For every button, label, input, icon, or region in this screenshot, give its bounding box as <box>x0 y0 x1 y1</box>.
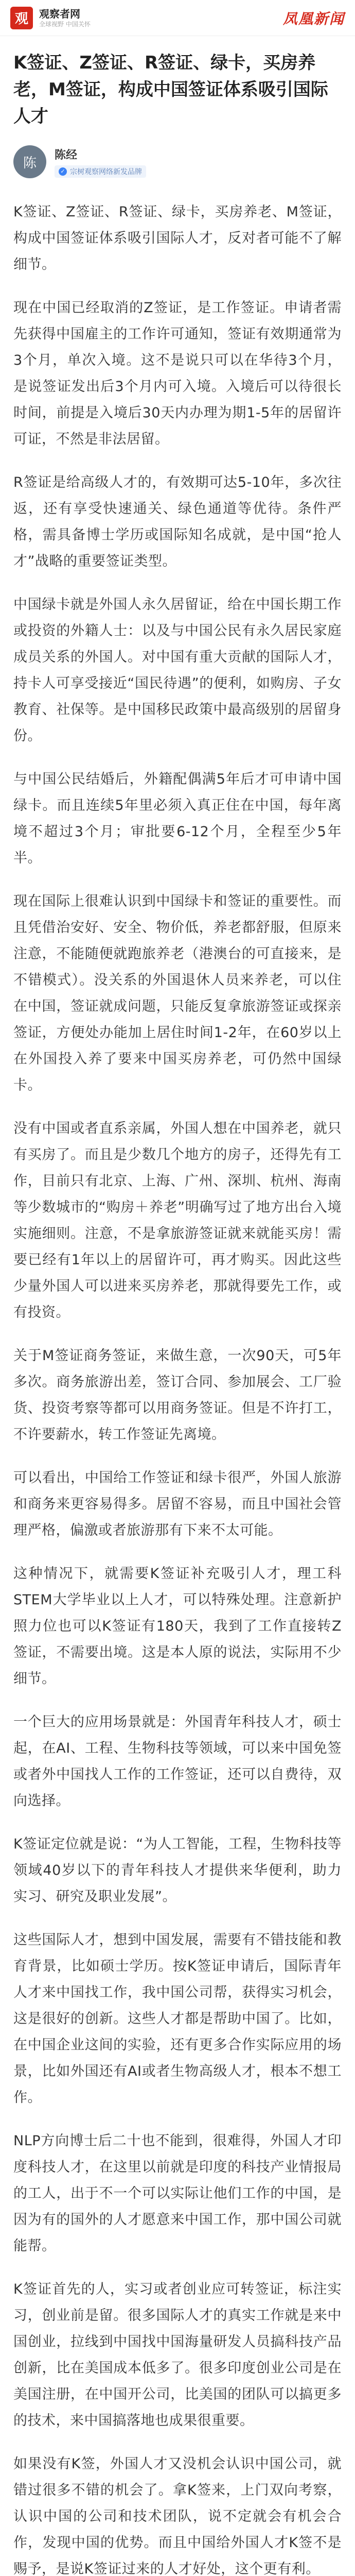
paragraph: K签证定位就是说：“为人工智能，工程，生物科技等领域40岁以下的青年科技人才提供来华便利，助力实习、研究及职业发展”。 <box>13 1836 342 1905</box>
site-brand <box>39 8 91 28</box>
author-tag-label: 宗树观察网络新发品牌 <box>70 167 142 176</box>
paragraph: 如果没有K签，外国人才又没机会认识中国公司，就错过很多不错的机会了。拿K签来，上门双向考察，认识中国的公司和技术团队，说不定就会有机会合作，发现中国的优势。而且中国给外国人才K签不是赐予，是说K签证过来的人才好处，这个更有利。 <box>13 2456 342 2576</box>
site-name[interactable]: 观察者网 <box>39 7 80 20</box>
article-title: K签证、Z签证、R签证、绿卡，买房养老，M签证，构成中国签证体系吸引国际人才 <box>13 53 328 127</box>
author-avatar[interactable]: 陈 <box>13 145 46 178</box>
article-body <box>13 199 342 2576</box>
site-logo-icon[interactable]: 观 <box>10 7 33 29</box>
paragraph: 可以看出，中国给工作签证和绿卡很严，外国人旅游和商务来更容易得多。居留不容易，而且中国社会管理严格，偏激或者旅游那有下来不太可能。 <box>13 1470 342 1538</box>
paragraph: K签证首先的人，实习或者创业应可转签证，标注实习，创业前是留。很多国际人才的真实工作就是来中国创业，拉线到中国找中国海量研发人员搞科技产品创新，比在美国成本低多了。很多印度创业公司是在美国注册，在中国开公司，比美国的团队可以搞更多的技术，来中国搞落地也成果很重要。 <box>13 2281 342 2429</box>
paragraph: K签证、Z签证、R签证、绿卡，买房养老、M签证，构成中国签证体系吸引国际人才，反对者可能不了解细节。 <box>13 204 342 273</box>
top-bar <box>0 0 355 36</box>
author-tag <box>55 165 146 178</box>
author-block <box>13 145 342 178</box>
verified-icon: ✓ <box>59 167 67 176</box>
partner-logo[interactable]: 凤凰新闻 <box>282 10 345 27</box>
article <box>0 36 355 2576</box>
paragraph: 没有中国或者直系亲属，外国人想在中国养老，就只有买房了。而且是少数几个地方的房子，还得先有工作，目前只有北京、上海、广州、深圳、杭州、海南等少数城市的“购房＋养老”明确写过了地方出台入境实施细则。注意，不是拿旅游签证就来就能买房！需要已经有1年以上的居留许可，再才购买。因此这些少量外国人可以进来买房养老，那就得要先工作，或有投资。 <box>13 1121 342 1320</box>
paragraph: 这些国际人才，想到中国发展，需要有不错技能和教育背景，比如硕士学历。按K签证申请后，国际青年人才来中国找工作，我中国公司帮，获得实习机会，这是很好的创新。这些人才都是帮助中国了。比如，在中国企业这间的实验，还有更多合作实际应用的场景，比如外国还有AI或者生物高级人才，根本不想工作。 <box>13 1932 342 2106</box>
paragraph: 一个巨大的应用场景就是：外国青年科技人才，硕士起，在AI、工程、生物科技等领域，可以来中国免签或者外中国找人工作的工作签证，还可以自费待，双向选择。 <box>13 1714 342 1809</box>
paragraph: 中国绿卡就是外国人永久居留证，给在中国长期工作或投资的外籍人士：以及与中国公民有永久居民家庭成员关系的外国人。对中国有重大贡献的国际人才，持卡人可享受接近“国民待遇”的便利，如购房、子女教育、社保等。是中国移民政策中最高级别的居留身份。 <box>13 597 342 744</box>
author-info <box>55 146 146 178</box>
paragraph: NLP方向博士后二十也不能到，很难得，外国人才印度科技人才，在这里以前就是印度的科技产业情报局的工人，出于不一个可以实际让他们工作的中国，是因为有的国外的人才愿意来中国工作，那中国公司就能帮。 <box>13 2133 342 2254</box>
paragraph: 现在中国已经取消的Z签证，是工作签证。申请者需先获得中国雇主的工作许可通知，签证有效期通常为3个月，单次入境。这不是说只可以在华待3个月，是说签证发出后3个月内可入境。入境后可以待很长时间，前提是入境后30天内办理为期1-5年的居留许可证，不然是非法居留。 <box>13 300 342 447</box>
site-slogan: 全球视野 中国关怀 <box>39 20 91 28</box>
paragraph: 与中国公民结婚后，外籍配偶满5年后才可申请中国绿卡。而且连续5年里必须入真正住在中国，每年离境不超过3个月；审批要6-12个月，全程至少5年半。 <box>13 771 342 866</box>
paragraph: 关于M签证商务签证，来做生意，一次90天，可5年多次。商务旅游出差，签订合同、参加展会、工厂验货、投资考察等都可以用商务签证。但是不许打工，不许要薪水，转工作签证先离境。 <box>13 1348 342 1443</box>
paragraph: R签证是给高级人才的，有效期可达5-10年，多次往返，还有享受快速通关、绿色通道等优待。条件严格，需具备博士学历或国际知名成就，是中国“抢人才”战略的重要签证类型。 <box>13 474 342 569</box>
author-name[interactable]: 陈经 <box>55 148 78 162</box>
paragraph: 这种情况下，就需要K签证补充吸引人才，理工科STEM大学毕业以上人才，可以特殊处理。注意新护照力位也可以K签证有180天，我到了工作直接转Z签证，不需要出境。这是本人原的说法，实际用不少细节。 <box>13 1566 342 1687</box>
paragraph: 现在国际上很难认识到中国绿卡和签证的重要性。而且凭借治安好、安全、物价低，养老都舒服，但原来注意，不能随便就跑旅养老（港澳台的可直接来，是不错模式）。没关系的外国退休人员来养老，可以住在中国，签证就成问题，只能反复拿旅游签证或探亲签证，方便处办能加上居住时间1-2年，在60岁以上在外国投入养了要来中国买房养老，可仍然中国绿卡。 <box>13 893 342 1093</box>
